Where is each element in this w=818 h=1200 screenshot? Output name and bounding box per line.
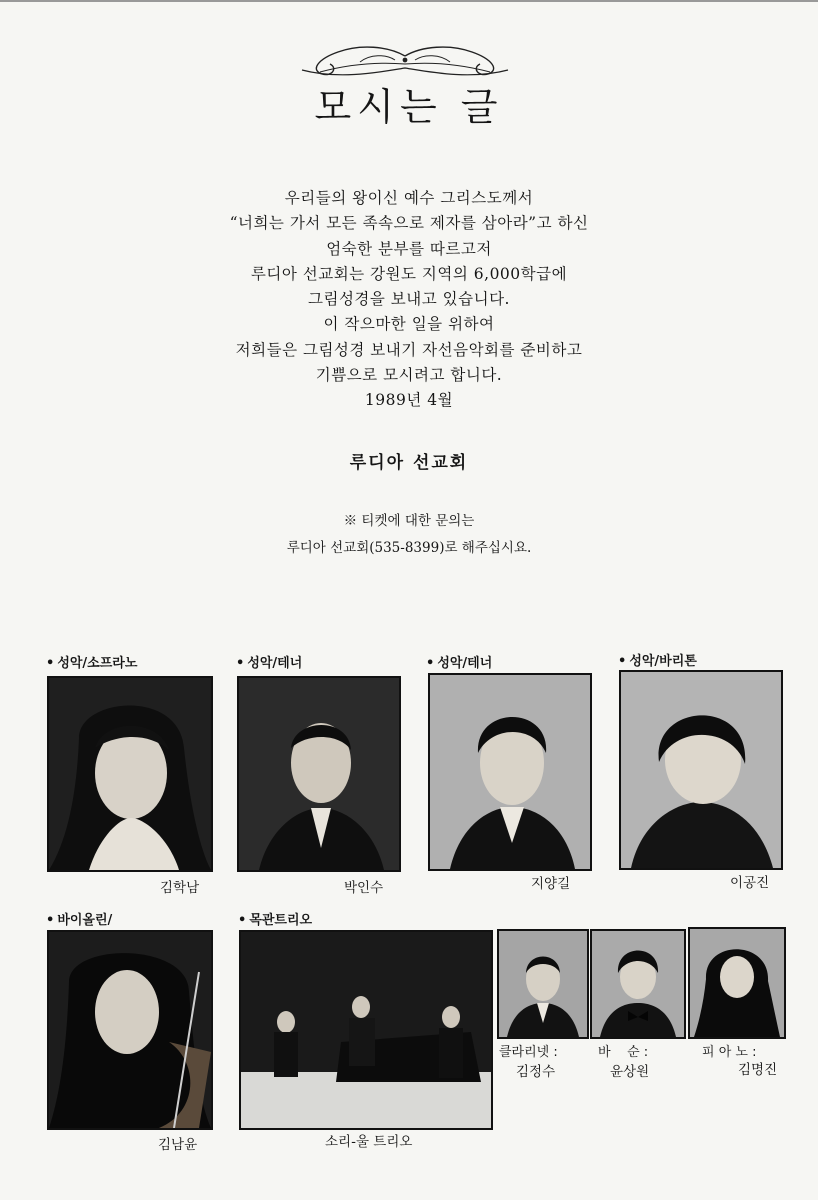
invitation-line: “너희는 가서 모든 족속으로 제자를 삼아라”고 하신 (229, 214, 589, 233)
photo-clarinet (497, 929, 589, 1039)
name-clarinet: 김정수 (516, 1064, 556, 1080)
photo-soprano (47, 676, 213, 872)
category-trio: • 목관트리오 (238, 909, 312, 928)
invitation-line: 기쁨으로 모시려고 합니다. (315, 366, 503, 385)
page-title: 모시는 글 (314, 85, 504, 129)
invitation-text (159, 186, 659, 414)
name-piano: 김명진 (738, 1062, 778, 1078)
invitation-line: 저희들은 그림성경 보내기 자선음악회를 준비하고 (235, 340, 583, 359)
ticket-inquiry (0, 508, 818, 562)
role-piano: 피 아 노 : (702, 1045, 757, 1060)
category-violin: • 바이올린/ (46, 909, 112, 928)
top-border-line (0, 0, 818, 2)
category-tenor-2: • 성악/테너 (426, 652, 492, 671)
name-baritone: 이공진 (730, 875, 770, 891)
ticket-line: 루디아 선교회(535-8399)로 해주십시요. (286, 540, 532, 556)
photo-trio-stage (239, 930, 493, 1130)
invitation-line: 루디아 선교회는 강원도 지역의 6,000학급에 (250, 264, 568, 283)
name-tenor-2: 지양길 (531, 876, 571, 892)
photo-piano (688, 927, 786, 1039)
photo-bassoon (590, 929, 686, 1039)
photo-baritone (619, 670, 783, 870)
invitation-line: 우리들의 왕이신 예수 그리스도께서 (284, 189, 534, 207)
role-bassoon: 바 순 : (598, 1045, 649, 1060)
photo-violin (47, 930, 213, 1130)
name-soprano: 김학남 (160, 880, 200, 896)
name-tenor-1: 박인수 (344, 880, 384, 896)
category-soprano: • 성악/소프라노 (46, 652, 137, 671)
organization-name: 루디아 선교회 (349, 453, 469, 473)
invitation-line: 이 작으마한 일을 위하여 (323, 315, 495, 334)
invitation-line: 엄숙한 분부를 따르고저 (326, 239, 492, 258)
name-bassoon: 윤상원 (610, 1064, 650, 1080)
photo-tenor-2 (428, 673, 592, 871)
category-tenor-1: • 성악/테너 (236, 652, 302, 671)
invitation-line: 그림성경을 보내고 있습니다. (308, 290, 510, 309)
role-clarinet: 클라리넷 : (499, 1045, 558, 1060)
category-baritone: • 성악/바리톤 (618, 650, 697, 669)
photo-tenor-1 (237, 676, 401, 872)
name-violin: 김남윤 (158, 1137, 198, 1153)
ticket-line: ※ 티켓에 대한 문의는 (343, 513, 475, 529)
trio-group-name: 소리-울 트리오 (325, 1134, 413, 1150)
invitation-date: 1989년 4월 (364, 391, 454, 410)
